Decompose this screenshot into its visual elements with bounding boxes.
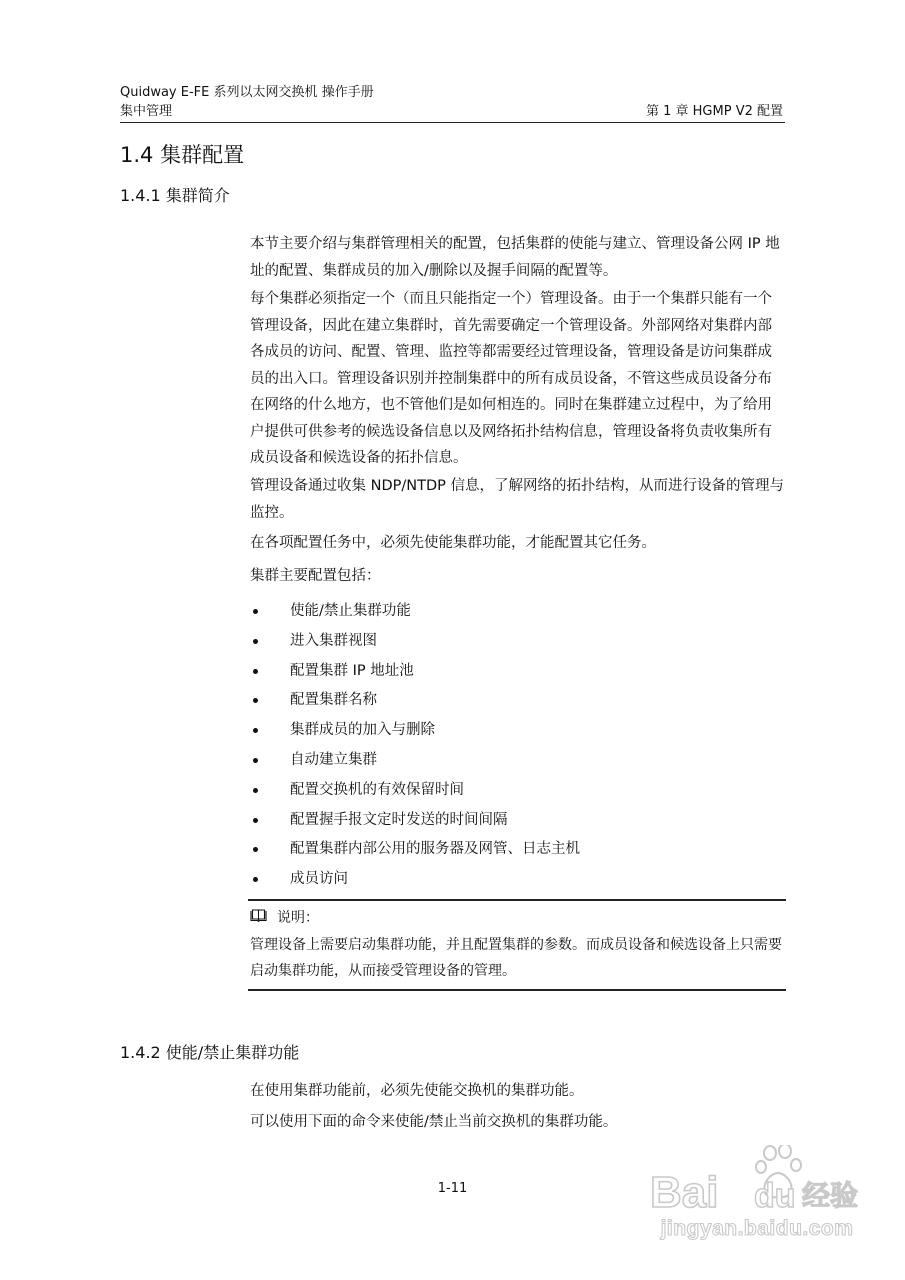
bullet-icon: [253, 788, 258, 793]
list-item: 配置集群内部公用的服务器及网管、日志主机: [250, 836, 786, 866]
section-heading: 1.4 集群配置: [120, 143, 245, 167]
subsection-heading-2: 1.4.2 使能/禁止集群功能: [120, 1043, 300, 1062]
paragraph: 本节主要介绍与集群管理相关的配置，包括集群的使能与建立、管理设备公网 IP 地址的配置、集群成员的加入/删除以及握手间隔的配置等。: [250, 236, 780, 279]
bullet-icon: [253, 847, 258, 852]
bullet-icon: [253, 669, 258, 674]
list-item: 配置集群 IP 地址池: [250, 658, 786, 688]
page-number: 1-11: [437, 1181, 468, 1196]
paragraph: 在各项配置任务中，必须先使能集群功能，才能配置其它任务。: [250, 535, 656, 551]
note-bottom-rule: [248, 989, 786, 991]
bullet-icon: [253, 728, 258, 733]
list-item: 成员访问: [250, 866, 786, 896]
note-header: [250, 907, 319, 929]
paragraph: 管理设备通过收集 NDP/NTDP 信息，了解网络的拓扑结构，从而进行设备的管理与监控。: [250, 478, 784, 521]
svg-text:du: du: [754, 1177, 796, 1215]
list-item: 进入集群视图: [250, 628, 786, 658]
list-item: 配置握手报文定时发送的时间间隔: [250, 807, 786, 837]
list-item: 使能/禁止集群功能: [250, 598, 786, 628]
svg-text:经验: 经验: [802, 1179, 859, 1212]
list-item: 配置集群名称: [250, 687, 786, 717]
list-item: 集群成员的加入与删除: [250, 717, 786, 747]
paragraph: 集群主要配置包括：: [250, 568, 381, 584]
list-item: 自动建立集群: [250, 747, 786, 777]
header-divider: [120, 122, 785, 123]
paragraph: 在使用集群功能前，必须先使能交换机的集群功能。: [250, 1083, 584, 1099]
bullet-icon: [253, 609, 258, 614]
bullet-icon: [253, 758, 258, 763]
book-icon: [250, 907, 267, 929]
subsection-heading-1: 1.4.1 集群简介: [120, 186, 230, 205]
note-text: 管理设备上需要启动集群功能，并且配置集群的参数。而成员设备和候选设备上只需要启动集群功能，从而接受管理设备的管理。: [250, 937, 782, 979]
list-item: 配置交换机的有效保留时间: [250, 777, 786, 807]
bullet-icon: [253, 818, 258, 823]
section-name: 集中管理: [120, 104, 173, 119]
chapter-title: 第 1 章 HGMP V2 配置: [645, 104, 783, 119]
note-label: 说明：: [277, 910, 319, 926]
document-title: Quidway E-FE 系列以太网交换机 操作手册: [120, 85, 374, 100]
bullet-icon: [253, 698, 258, 703]
bullet-icon: [253, 877, 258, 882]
watermark-url: jingyan.baidu.com: [660, 1217, 854, 1240]
paragraph: 可以使用下面的命令来使能/禁止当前交换机的集群功能。: [250, 1114, 618, 1130]
paragraph: 每个集群必须指定一个（而且只能指定一个）管理设备。由于一个集群只能有一个管理设备，因此在建立集群时，首先需要确定一个管理设备。外部网络对集群内部各成员的访问、配置、管理、监控等都需要经过管理设备，管理设备是访问集群成员的出入口。管理设备识别并控制集群中的所有成员设备，不管这些成员设备分布在网络的什么地方，也不管他们是如何相连的。同时在集群建立过程中，为了给用户提供可供参考的候选设备信息以及网络拓扑结构信息，管理设备将负责收集所有成员设备和候选设备的拓扑信息。: [250, 291, 772, 466]
svg-text:Bai: Bai: [650, 1168, 719, 1217]
note-top-rule: [248, 899, 786, 901]
bullet-icon: [253, 639, 258, 644]
config-bullet-list: [250, 598, 786, 896]
